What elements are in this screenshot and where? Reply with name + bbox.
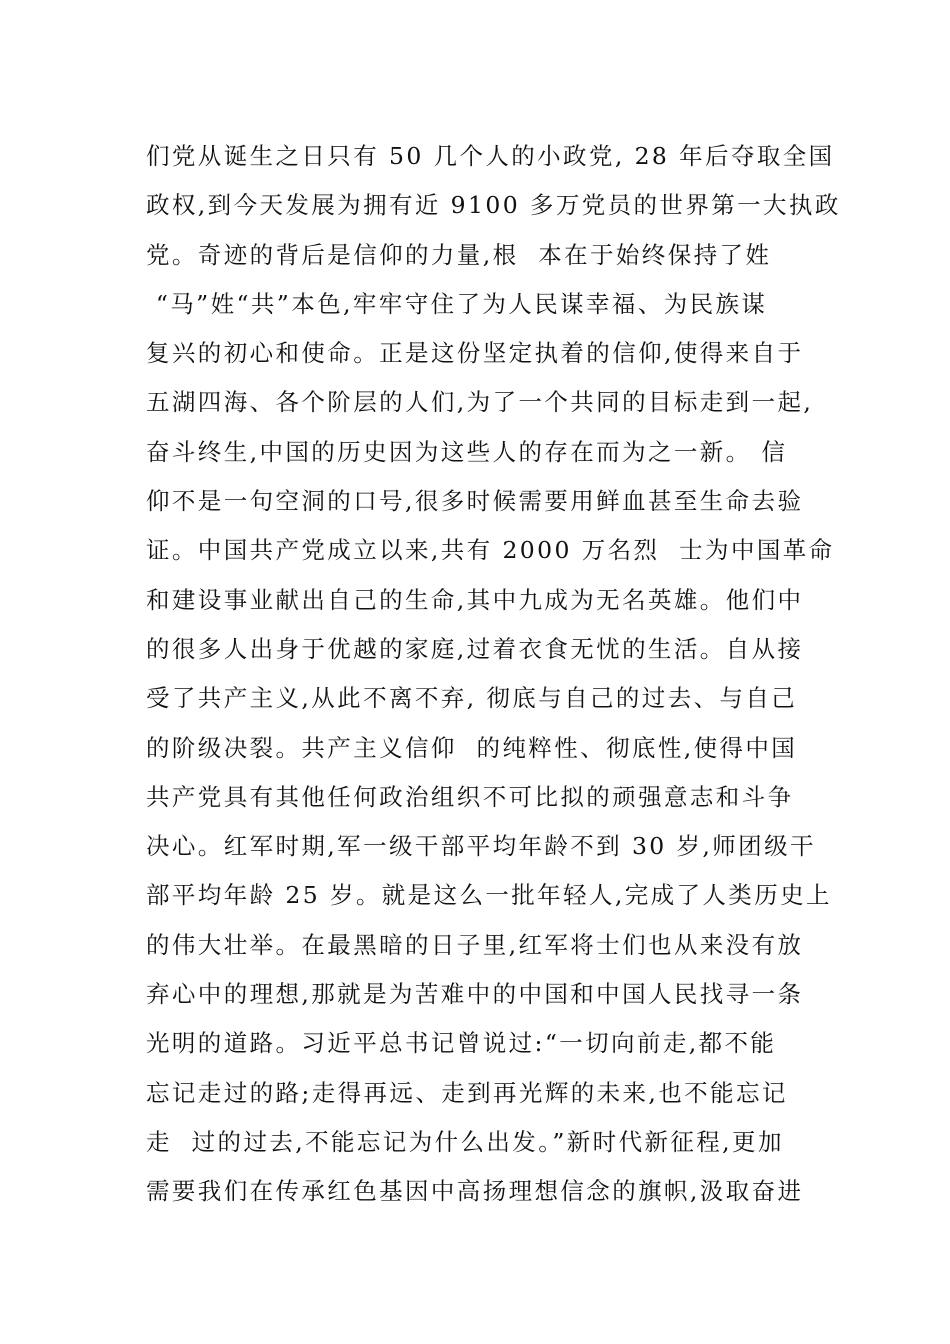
text-line: 证。中国共产党成立以来,共有 2000 万名烈 士为中国革命 bbox=[146, 536, 835, 565]
text-line: 需要我们在传承红色基因中高扬理想信念的旗帜,汲取奋进 bbox=[146, 1177, 804, 1206]
text-line: 部平均年龄 25 岁。就是这么一批年轻人,完成了人类历史上 bbox=[146, 881, 832, 910]
text-line: 五湖四海、各个阶层的人们,为了一个共同的目标走到一起, bbox=[146, 388, 814, 417]
text-line: 仰不是一句空洞的口号,很多时候需要用鲜血甚至生命去验 bbox=[146, 487, 804, 516]
text-line: 忘记走过的路;走得再远、走到再光辉的未来,也不能忘记 bbox=[146, 1078, 788, 1107]
text-line: 党。奇迹的背后是信仰的力量,根 本在于始终保持了姓 bbox=[146, 240, 772, 269]
text-line: 的很多人出身于优越的家庭,过着衣食无忧的生活。自从接 bbox=[146, 634, 804, 663]
text-line: 的伟大壮举。在最黑暗的日子里,红军将士们也从来没有放 bbox=[146, 930, 804, 959]
text-line: 光明的道路。习近平总书记曾说过:“一切向前走,都不能 bbox=[146, 1029, 777, 1058]
text-line: 的阶级决裂。共产主义信仰 的纯粹性、彻底性,使得中国 bbox=[146, 733, 798, 762]
text-line: 奋斗终生,中国的历史因为这些人的存在而为之一新。 信 bbox=[146, 437, 788, 466]
text-line: “马”姓“共”本色,牢牢守住了为人民谋幸福、为民族谋 bbox=[146, 289, 768, 318]
text-line: 政权,到今天发展为拥有近 9100 多万党员的世界第一大执政 bbox=[146, 191, 841, 220]
text-line: 决心。红军时期,军一级干部平均年龄不到 30 岁,师团级干 bbox=[146, 832, 816, 861]
text-line: 们党从诞生之日只有 50 几个人的小政党, 28 年后夺取全国 bbox=[146, 142, 835, 170]
text-line: 走 过的过去,不能忘记为什么出发。”新时代新征程,更加 bbox=[146, 1127, 784, 1156]
text-line: 和建设事业献出自己的生命,其中九成为无名英雄。他们中 bbox=[146, 585, 804, 614]
text-line: 弃心中的理想,那就是为苦难中的中国和中国人民找寻一条 bbox=[146, 980, 804, 1009]
body-text bbox=[146, 132, 841, 1217]
text-line: 受了共产主义,从此不离不弃, 彻底与自己的过去、与自己 bbox=[146, 684, 798, 713]
text-line: 共产党具有其他任何政治组织不可比拟的顽强意志和斗争 bbox=[146, 782, 794, 811]
text-line: 复兴的初心和使命。正是这份坚定执着的信仰,使得来自于 bbox=[146, 339, 804, 368]
